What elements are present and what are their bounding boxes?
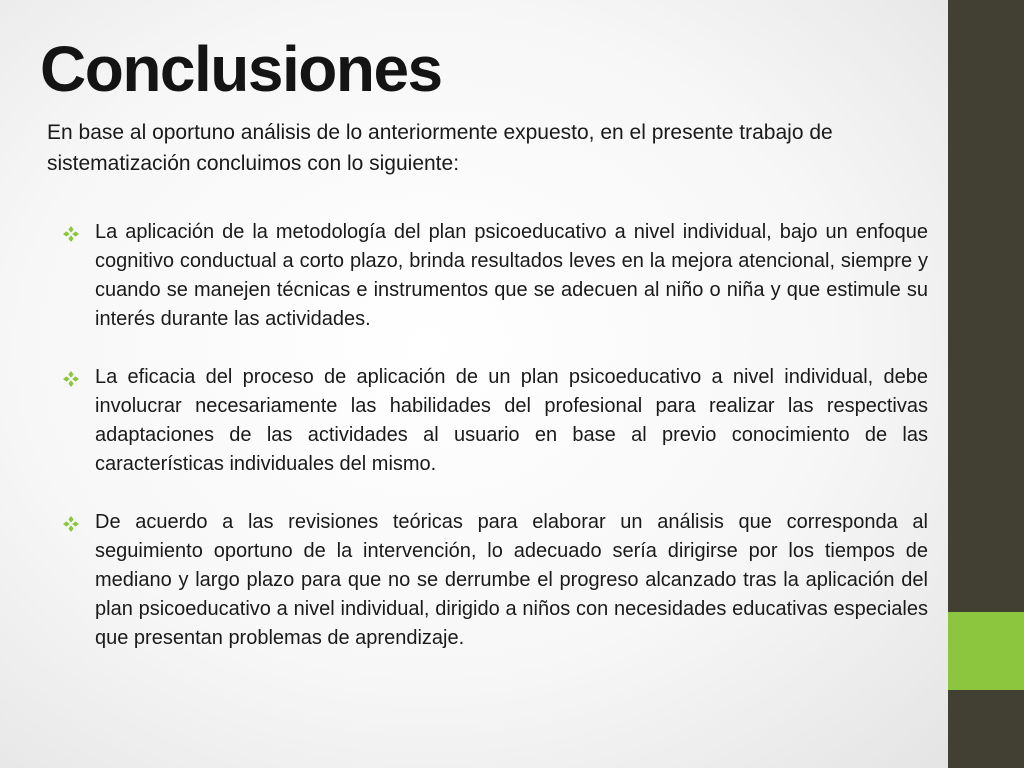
intro-paragraph: En base al oportuno análisis de lo anteriormente expuesto, en el presente trabajo de sistematización concluimos con lo siguiente: — [47, 121, 833, 175]
diamond-bullet-icon — [62, 370, 80, 388]
bullet-text: De acuerdo a las revisiones teóricas para elaborar un análisis que corresponda al seguimiento oportuno de la intervención, lo adecuado sería dirigirse por los tiempos de mediano y largo plazo para que no se derrumbe el progreso alcanzado tras la aplicación del plan psicoeducativo a nivel individual, dirigido a niños con necesidades educativas especiales que presentan problemas de aprendizaje. — [95, 511, 928, 649]
list-item — [62, 218, 928, 334]
list-item — [62, 508, 928, 653]
bullet-text: La aplicación de la metodología del plan psicoeducativo a nivel individual, bajo un enfoque cognitivo conductual a corto plazo, brinda resultados leves en la mejora atencional, siempre y cuando se manejen técnicas e instrumentos que se adecuen al niño o niña y que estimule su interés durante las actividades. — [95, 221, 928, 330]
diamond-bullet-icon — [62, 515, 80, 533]
conclusions-list — [62, 218, 928, 682]
list-item — [62, 363, 928, 479]
bullet-text: La eficacia del proceso de aplicación de un plan psicoeducativo a nivel individual, debe involucrar necesariamente las habilidades del profesional para realizar las respectivas adaptaciones de las actividades al usuario en base al previo conocimiento de las características individuales del mismo. — [95, 366, 928, 475]
slide-title: Conclusiones — [40, 33, 442, 105]
diamond-bullet-icon — [62, 225, 80, 243]
sidebar-accent-block — [948, 612, 1024, 690]
